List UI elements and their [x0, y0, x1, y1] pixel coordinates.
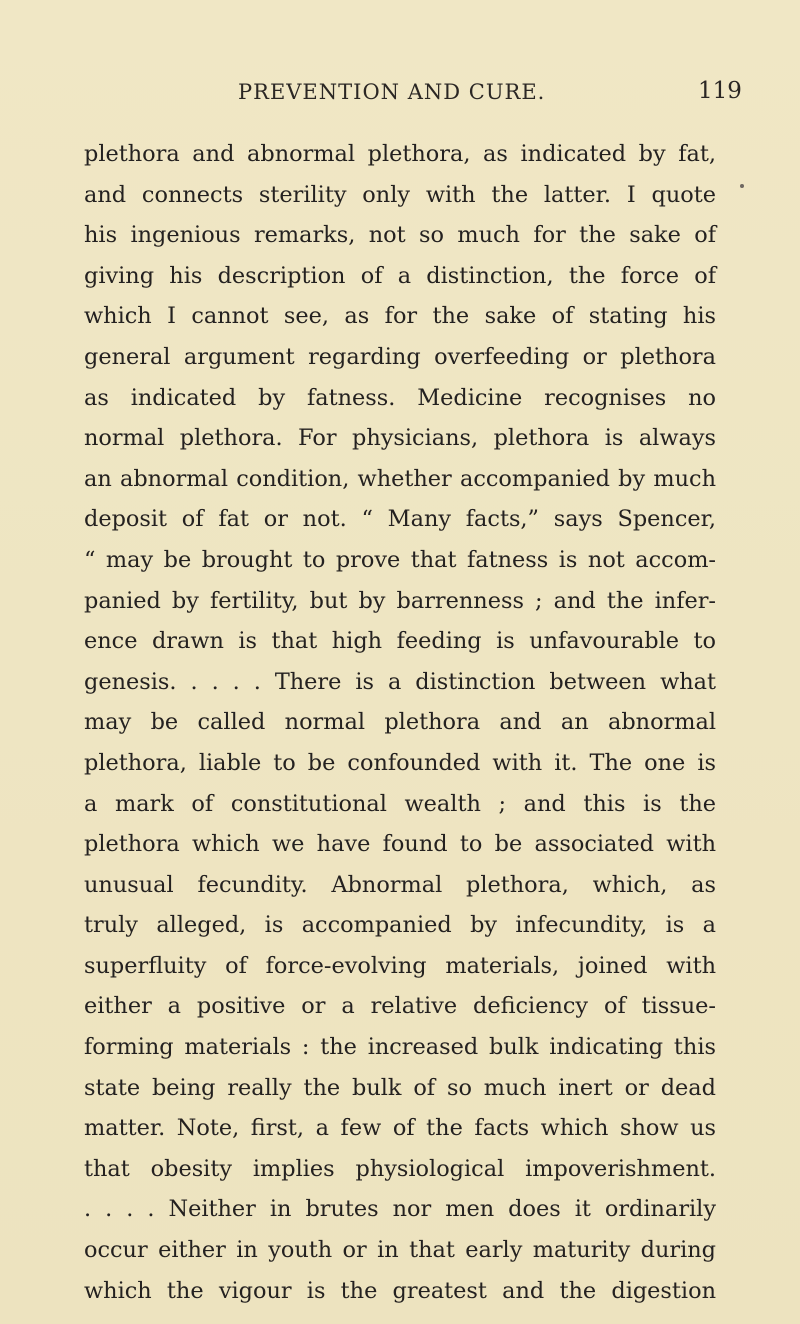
text-line: plethora, liable to be confounded with it. The one is: [84, 749, 716, 776]
text-line: superfluity of force-evolving materials, joined with: [84, 952, 716, 979]
margin-speck: [740, 184, 744, 188]
text-line: general argument regarding overfeeding or plethora: [84, 343, 716, 370]
text-line: unusual fecundity. Abnormal plethora, which, as: [84, 871, 716, 898]
text-line: an abnormal condition, whether accompanied by much: [84, 465, 716, 492]
running-head: [0, 80, 800, 110]
text-line: either a positive or a relative deficiency of tissue-: [84, 993, 716, 1020]
text-line: . . . . Neither in brutes nor men does it ordinarily: [84, 1196, 716, 1223]
text-line: a mark of constitutional wealth ; and this is the: [84, 790, 716, 817]
text-line: as indicated by fatness. Medicine recognises no: [84, 384, 716, 411]
text-line: that obesity implies physiological impoverishment.: [84, 1155, 716, 1182]
body-text: [84, 134, 716, 1311]
text-line: giving his description of a distinction, the force of: [84, 262, 716, 289]
text-line: panied by fertility, but by barrenness ; and the infer-: [84, 587, 716, 614]
text-line: “ may be brought to prove that fatness is not accom-: [84, 546, 716, 573]
text-line: normal plethora. For physicians, plethora is always: [84, 425, 716, 452]
page-number: 119: [698, 78, 742, 104]
text-line: plethora which we have found to be associated with: [84, 831, 716, 858]
text-line: which the vigour is the greatest and the digestion: [84, 1277, 716, 1304]
running-title: PREVENTION AND CURE.: [238, 80, 546, 104]
text-line: state being really the bulk of so much inert or dead: [84, 1074, 716, 1101]
text-line: his ingenious remarks, not so much for the sake of: [84, 222, 716, 249]
text-line: genesis. . . . . There is a distinction between what: [84, 668, 716, 695]
text-line: ence drawn is that high feeding is unfavourable to: [84, 628, 716, 655]
text-line: occur either in youth or in that early maturity during: [84, 1237, 716, 1264]
text-line: which I cannot see, as for the sake of stating his: [84, 303, 716, 330]
text-line: and connects sterility only with the latter. I quote: [84, 181, 716, 208]
text-line: may be called normal plethora and an abnormal: [84, 709, 716, 736]
text-line: deposit of fat or not. “ Many facts,” says Spencer,: [84, 506, 716, 533]
text-line: plethora and abnormal plethora, as indicated by fat,: [84, 141, 716, 167]
text-line: forming materials : the increased bulk indicating this: [84, 1034, 716, 1061]
text-line: truly alleged, is accompanied by infecundity, is a: [84, 912, 716, 939]
text-line: matter. Note, first, a few of the facts which show us: [84, 1115, 716, 1142]
